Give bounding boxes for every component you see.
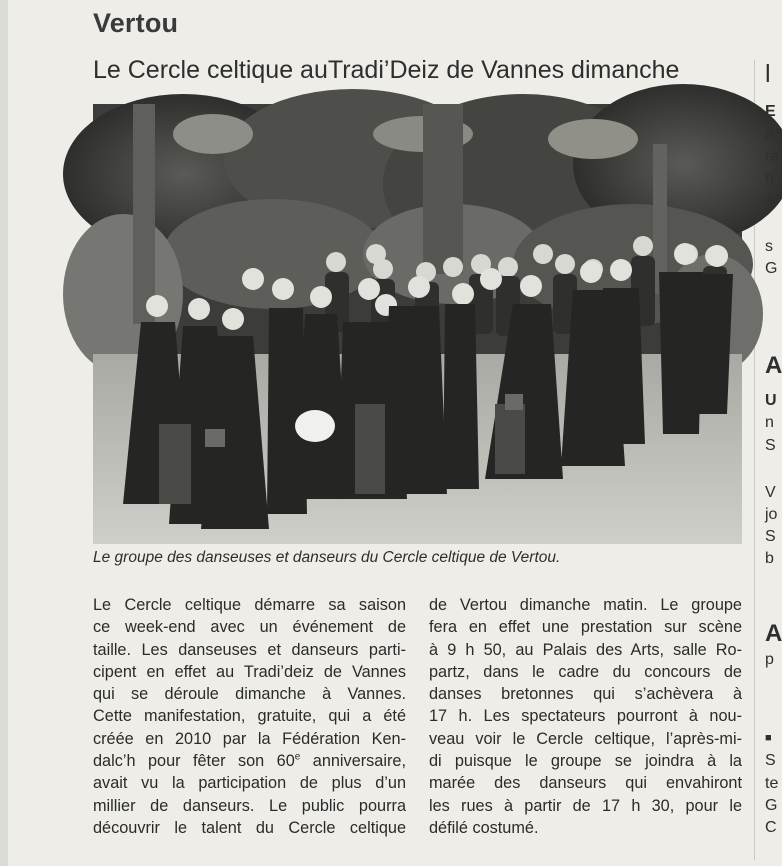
photo-caption: Le groupe des danseuses et danseurs du Cercle celtique de Vertou. [93,549,561,566]
text-line: ce week-end avec un événement de [93,618,406,637]
text-line: marée des danseurs qui envahiront [429,774,742,793]
adjacent-text-fragment: S [765,752,776,769]
adjacent-headline-fragment: l [765,60,771,88]
article-headline: Le Cercle celtique auTradi’Deiz de Vannes dimanche [93,56,680,84]
text-line: créée en 2010 par la Fédération Ken- [93,729,406,748]
adjacent-text-fragment: n [765,414,774,431]
text-line: danses bretonnes qui s’achèvera à [429,685,742,704]
text-line: découvrir le talent du Cercle celtique [93,818,406,837]
adjacent-text-fragment: ra [765,148,780,165]
text-line: qui se déroule dimanche à Vannes. [93,685,406,704]
text-line: avait vu la participation de plus d’un [93,774,406,793]
text-line: cipent en effet au Tradi’deiz de Vannes [93,662,406,681]
text-line: di puisque le groupe se joindra à la [429,752,742,771]
adjacent-text-fragment: jo [765,506,778,523]
text-line: partz, dans le cadre du concours de [429,662,742,681]
adjacent-headline-fragment: A [765,352,782,379]
adjacent-text-fragment: E [765,103,776,120]
adjacent-text-fragment: ri [765,170,774,187]
text-line: défilé costumé. [429,818,539,837]
article-body-left [93,594,406,839]
adjacent-text-fragment: b [765,550,774,567]
adjacent-text-fragment: C [765,819,777,836]
adjacent-text-fragment: S [765,437,776,454]
article-body-right [429,594,742,839]
adjacent-text-fragment: S [765,528,776,545]
adjacent-text-fragment: te [765,775,779,792]
text-line: Le Cercle celtique démarre sa saison [93,596,406,614]
section-title: Vertou [93,8,179,38]
paper-margin [0,0,8,866]
adjacent-headline-fragment: A [765,620,782,647]
text-line: veau voir le Cercle celtique, l’après-mi- [429,729,742,748]
text-line: les rues à partir de 17 h 30, pour le [429,796,742,815]
text-line: de Vertou dimanche matin. Le groupe [429,596,742,614]
adjacent-text-fragment: G [765,260,778,277]
adjacent-bullet-fragment: ■ [765,732,772,744]
text-line [93,750,406,772]
adjacent-text-fragment: s [765,238,773,255]
superscript: e [294,751,301,763]
text-line: taille. Les danseuses et danseurs parti- [93,640,406,659]
adjacent-text-fragment: U [765,392,777,409]
text-line: à 9 h 50, au Palais des Arts, salle Ro- [429,640,742,659]
paragraph [429,594,742,839]
text-line: millier de danseurs. Le public pourra [93,796,406,815]
text-run: anniversaire, [300,752,406,771]
adjacent-text-fragment: V [765,484,776,501]
text-line: Cette manifestation, gratuite, qui a été [93,707,406,726]
adjacent-text-fragment: G [765,797,778,814]
adjacent-text-fragment: p [765,651,774,668]
paragraph [93,594,406,839]
text-line: 17 h. Les spectateurs pourront à nou- [429,707,742,726]
text-line: fera en effet une prestation sur scène [429,618,742,637]
text-run: dalc’h pour fêter son 60 [93,752,295,771]
group-photo [93,104,742,544]
adjacent-text-fragment: à [765,192,774,209]
adjacent-text-fragment: a [765,125,774,142]
